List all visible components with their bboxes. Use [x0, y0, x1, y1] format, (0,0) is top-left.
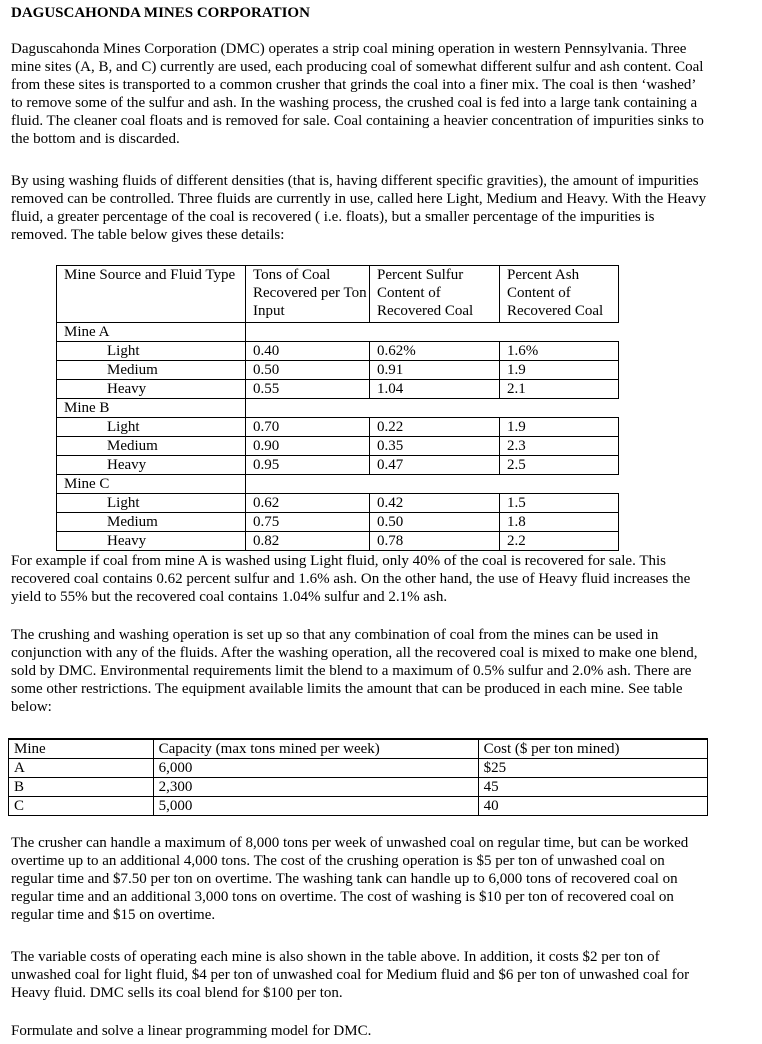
cell: 0.75 — [246, 513, 370, 532]
cell: 2.3 — [500, 437, 619, 456]
cell: 0.62% — [370, 342, 500, 361]
fluid-type: Medium — [57, 361, 246, 380]
table-row — [9, 759, 708, 778]
fluid-type: Medium — [57, 437, 246, 456]
table-row — [9, 797, 708, 816]
example-paragraph: For example if coal from mine A is washed using Light fluid, only 40% of the coal is recovered for sale. This recovered coal contains 0.62 percent sulfur and 1.6% ash. On the other hand, the use of Heavy fluid increases the yield to 55% but the recovered coal contains 1.04% sulfur and 2.1% ash. — [11, 553, 691, 605]
table-row — [57, 380, 619, 399]
cell: 1.9 — [500, 418, 619, 437]
cell: 0.40 — [246, 342, 370, 361]
header-cell: Capacity (max tons mined per week) — [153, 739, 478, 759]
table-row — [57, 399, 619, 418]
task-paragraph: Formulate and solve a linear programming model for DMC. — [11, 1023, 372, 1039]
cell: A — [9, 759, 154, 778]
table-row — [57, 475, 619, 494]
cell: 0.50 — [370, 513, 500, 532]
fluid-recovery-table — [56, 265, 619, 551]
cell: 0.91 — [370, 361, 500, 380]
cell: B — [9, 778, 154, 797]
cell: 0.70 — [246, 418, 370, 437]
cell: 0.35 — [370, 437, 500, 456]
cell: 0.47 — [370, 456, 500, 475]
table-row — [57, 361, 619, 380]
table-row — [57, 456, 619, 475]
table-header-row — [57, 266, 619, 323]
fluid-type: Medium — [57, 513, 246, 532]
table-header-row — [9, 739, 708, 759]
table-row — [9, 778, 708, 797]
mine-label: Mine B — [57, 399, 246, 418]
fluid-type: Light — [57, 342, 246, 361]
cell: 0.95 — [246, 456, 370, 475]
cell: 2,300 — [153, 778, 478, 797]
cell: 0.82 — [246, 532, 370, 551]
cell: 1.04 — [370, 380, 500, 399]
table-row — [57, 532, 619, 551]
cell: 45 — [478, 778, 707, 797]
fluid-type: Heavy — [57, 532, 246, 551]
cell: 0.50 — [246, 361, 370, 380]
cell: 6,000 — [153, 759, 478, 778]
cell: 0.78 — [370, 532, 500, 551]
cell: $25 — [478, 759, 707, 778]
document-title: DAGUSCAHONDA MINES CORPORATION — [11, 5, 310, 21]
document-page — [11, 4, 711, 1039]
intro-paragraph: Daguscahonda Mines Corporation (DMC) operates a strip coal mining operation in western Pennsylvania. Three mine sites (A, B, and C) currently are used, each producing coal of somewhat different sulfur and ash content. Coal from these sites is transported to a common crusher that grinds the coal into a finer mix. The coal is then ‘washed’ to remove some of the sulfur and ash. In the washing process, the crushed coal is fed into a large tank containing a fluid. The cleaner coal floats and is removed for sale. Coal containing a heavier concentration of impurities sinks to the bottom and is discarded. — [11, 41, 704, 147]
cell: 2.1 — [500, 380, 619, 399]
table-row — [57, 437, 619, 456]
crusher-paragraph: The crusher can handle a maximum of 8,000 tons per week of unwashed coal on regular time, but can be worked overtime up to an additional 4,000 tons. The cost of the crushing operation is $5 per ton of unwashed coal on regular time and $7.50 per ton on overtime. The washing tank can handle up to 6,000 tons of recovered coal on regular time and an additional 3,000 tons on overtime. The cost of washing is $10 per ton of recovered coal on regular time and $15 on overtime. — [11, 835, 689, 923]
cell: 0.90 — [246, 437, 370, 456]
cell: 0.42 — [370, 494, 500, 513]
header-cell: Percent Ash Content of Recovered Coal — [500, 266, 619, 323]
table-row — [57, 494, 619, 513]
cell: 5,000 — [153, 797, 478, 816]
fluids-paragraph: By using washing fluids of different densities (that is, having different specific gravities), the amount of impurities removed can be controlled. Three fluids are currently in use, called here Light, Medium and Heavy. With the Heavy fluid, a greater percentage of the coal is recovered ( i.e. floats), but a smaller percentage of the impurities is removed. The table below gives these details: — [11, 173, 707, 243]
cell: 1.9 — [500, 361, 619, 380]
fluid-type: Light — [57, 418, 246, 437]
cell: 1.6% — [500, 342, 619, 361]
fluid-type: Light — [57, 494, 246, 513]
cell: 40 — [478, 797, 707, 816]
cell: 2.2 — [500, 532, 619, 551]
cell: 1.5 — [500, 494, 619, 513]
cell: 2.5 — [500, 456, 619, 475]
header-cell: Mine — [9, 739, 154, 759]
cell: 0.22 — [370, 418, 500, 437]
variable-costs-paragraph: The variable costs of operating each mine is also shown in the table above. In addition, it costs $2 per ton of unwashed coal for light fluid, $4 per ton of unwashed coal for Medium fluid and $6 per ton of unwashed coal for Heavy fluid. DMC sells its coal blend for $100 per ton. — [11, 949, 690, 1001]
mine-label: Mine C — [57, 475, 246, 494]
cell: C — [9, 797, 154, 816]
table-row — [57, 323, 619, 342]
cell: 0.62 — [246, 494, 370, 513]
crushing-paragraph: The crushing and washing operation is set up so that any combination of coal from the mines can be used in conjunction with any of the fluids. After the washing operation, all the recovered coal is mixed to make one blend, sold by DMC. Environmental requirements limit the blend to a maximum of 0.5% sulfur and 2.0% ash. There are some other restrictions. The equipment available limits the amount that can be produced in each mine. See table below: — [11, 627, 698, 715]
fluid-type: Heavy — [57, 380, 246, 399]
table-row — [57, 342, 619, 361]
table-row — [57, 513, 619, 532]
header-cell: Mine Source and Fluid Type — [57, 266, 246, 323]
header-cell: Percent Sulfur Content of Recovered Coal — [370, 266, 500, 323]
table-row — [57, 418, 619, 437]
mine-label: Mine A — [57, 323, 246, 342]
fluid-type: Heavy — [57, 456, 246, 475]
cell: 0.55 — [246, 380, 370, 399]
header-cell: Tons of Coal Recovered per Ton Input — [246, 266, 370, 323]
mine-capacity-table — [8, 738, 708, 816]
cell: 1.8 — [500, 513, 619, 532]
header-cell: Cost ($ per ton mined) — [478, 739, 707, 759]
